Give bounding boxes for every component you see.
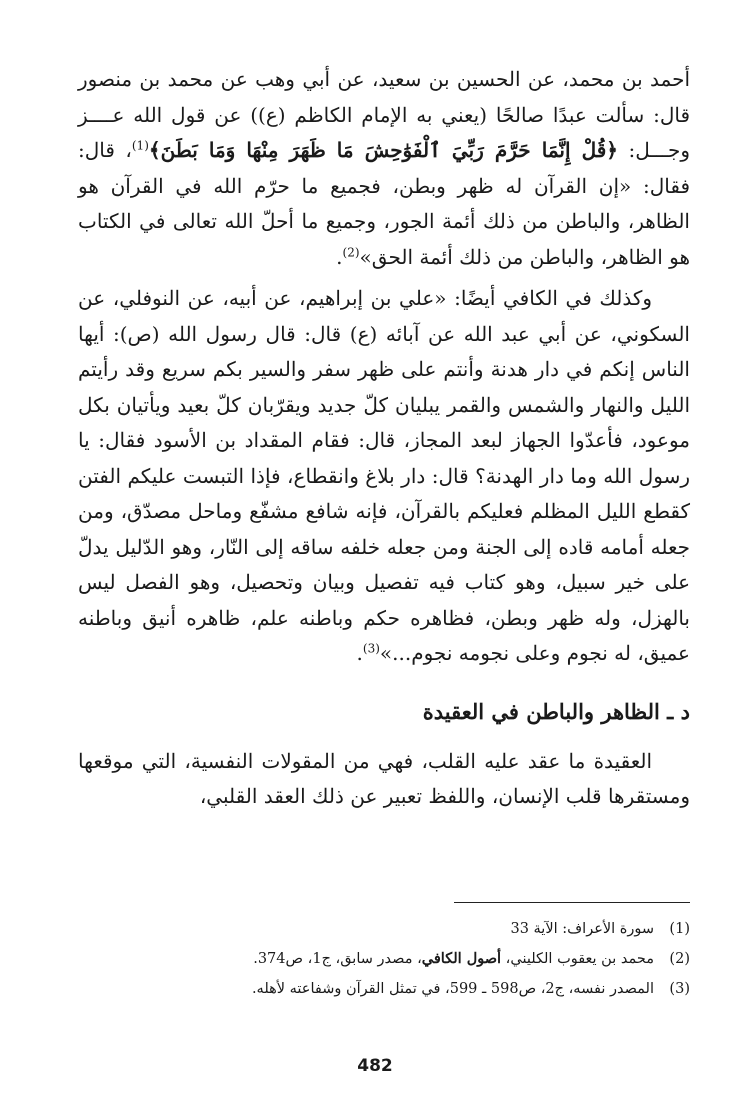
footnote-ref-3[interactable]: (3) — [362, 641, 380, 656]
page-number: 482 — [357, 1056, 393, 1076]
footnote-ref-2[interactable]: (2) — [342, 244, 360, 259]
footnote-ref-1[interactable]: (1) — [131, 138, 149, 153]
footnote-number: (1) — [669, 921, 690, 937]
paragraph-2-text-a: وكذلك في الكافي أيضًا: «علي بن إبراهيم، عن أبيه، عن النوفلي، عن السكوني، عن أبي عبد الله عن آبائه (ع) قال: قال رسول الله (ص): أيها الناس إنكم في دار هدنة وأنتم على ظهر سفر والسير بكم سريع وقد رأيتم الليل والنهار والشمس والقمر يبليان كلّ جديد ويقرّبان كلّ بعيد ويأتيان بكل موعود، فأعدّوا الجهاز لبعد المجاز، قال: فقام المقداد بن الأسود فقال: يا رسول الله وما دار الهدنة؟ قال: دار بلاغ وانقطاع، فإذا التبست عليكم الفتن كقطع الليل المظلم فعليكم بالقرآن، فإنه شافع مشفّع وماحل مصدّق، ومن جعله أمامه قاده إلى الجنة ومن جعله خلفه ساقه إلى النّار، وهو الدّليل يدلّ على خير سبيل، وهو كتاب فيه تفصيل وبيان وتحصيل، وهو الفصل ليس بالهزل، وله ظهر وبطن، فظاهره حكم وباطنه علم، ظاهره أنيق وباطنه عميق، له نجوم وعلى نجومه نجوم...» — [78, 286, 691, 665]
footnote-3 — [78, 974, 690, 1004]
footnote-1 — [78, 914, 690, 944]
paragraph-3: العقيدة ما عقد عليه القلب، فهي من المقولات النفسية، التي موقعها ومستقرها قلب الإنسان، واللفظ تعبير عن ذلك العقد القلبي، — [78, 748, 690, 808]
footnote-book-title: أصول الكافي — [421, 950, 502, 967]
section-heading: د ـ الظاهر والباطن في العقيدة — [422, 698, 690, 724]
paragraph-2 — [78, 281, 690, 672]
paragraph-1 — [78, 62, 690, 275]
footnote-text-pre: محمد بن يعقوب الكليني، — [501, 951, 654, 967]
footnote-text: سورة الأعراف: الآية 33 — [510, 921, 654, 937]
footnote-text-post: ، مصدر سابق، ج1، ص374. — [253, 951, 422, 967]
paragraph-1-text-b: ، قال: فقال: «إن القرآن له ظهر وبطن، فجميع ما حرّم الله في القرآن هو الظاهر، والباطن من ذلك أئمة الجور، وجميع ما أحلّ الله تعالى في الكتاب هو الظاهر، والباطن من ذلك أئمة الحق» — [78, 138, 690, 269]
paragraph-1-text-c: . — [336, 244, 343, 269]
quran-verse: ﴿قُلْ إِنَّمَا حَرَّمَ رَبِّيَ ٱلْفَوَٰحِشَ مَا ظَهَرَ مِنْهَا وَمَا بَطَنَ﴾ — [148, 138, 619, 162]
footnote-number: (2) — [669, 951, 690, 967]
paragraph-2-text-b: . — [356, 641, 363, 665]
footnote-number: (3) — [669, 981, 690, 997]
page-body — [78, 62, 690, 815]
footnote-text: المصدر نفسه، ج2، ص598 ـ 599، في تمثل القرآن وشفاعته لأهله. — [251, 981, 654, 997]
footnote-2 — [78, 944, 690, 974]
footnotes — [78, 914, 690, 1004]
footnote-divider — [454, 902, 690, 903]
paragraph-1-text-a: أحمد بن محمد، عن الحسين بن سعيد، عن أبي وهب عن محمد بن منصور قال: سألت عبدًا صالحًا (يعني به الإمام الكاظم (ع)) عن قول الله عــــز وجـــل: — [78, 67, 690, 162]
